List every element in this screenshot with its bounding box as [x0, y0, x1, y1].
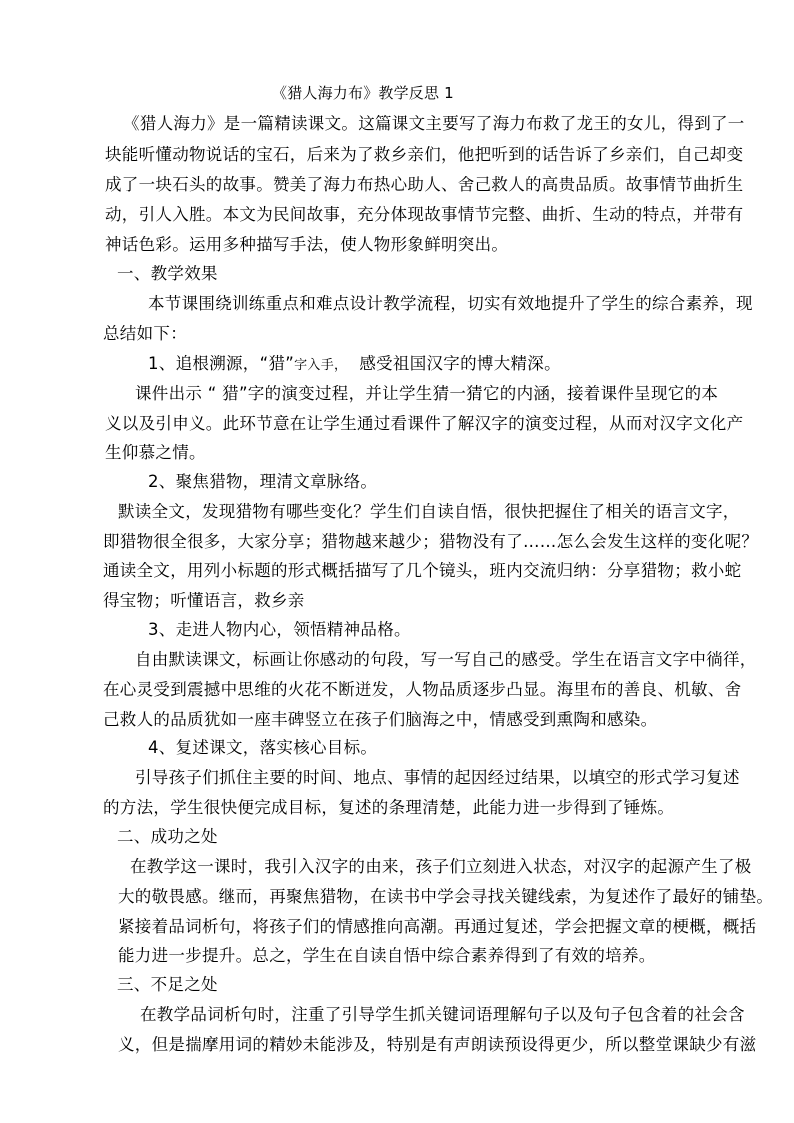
point-heading-3: 3、走进人物内心，领悟精神品格。 — [148, 620, 411, 639]
point-heading-1-part-b: 字入手， — [294, 358, 348, 373]
point-heading-1 — [148, 354, 561, 376]
section-heading-effect: 一、教学效果 — [117, 264, 218, 283]
paragraph-line: 通读全文，用列小标题的形式概括描写了几个镜头，班内交流归纳：分享猎物；救小蛇 — [103, 561, 742, 580]
paragraph-line: 神话色彩。运用多种描写手法，使人物形象鲜明突出。 — [105, 235, 509, 254]
page-title: 《猎人海力布》教学反思 1 — [272, 84, 454, 102]
paragraph-line: 自由默读课文，标画让你感动的句段，写一写自己的感受。学生在语言文字中徜徉， — [135, 650, 757, 669]
paragraph-line: 引导孩子们抓住主要的时间、地点、事情的起因经过结果，以填空的形式学习复述 — [135, 768, 740, 787]
paragraph-line: 大的敬畏感。继而，再聚焦猎物，在读书中学会寻找关键线索，为复述作了最好的铺垫。 — [118, 887, 774, 906]
point-heading-1-part-c: 感受祖国汉字的博大精深。 — [359, 354, 561, 373]
point-heading-2: 2、聚焦猎物，理清文章脉络。 — [148, 472, 378, 491]
paragraph-line: 成了一块石头的故事。赞美了海力布热心助人、舍己救人的高贵品质。故事情节曲折生 — [105, 175, 744, 194]
paragraph-line: 在教学这一课时，我引入汉字的由来，孩子们立刻进入状态，对汉字的起源产生了极 — [130, 857, 752, 876]
paragraph-line: 义以及引申义。此环节意在让学生通过看课件了解汉字的演变过程，从而对汉字文化产 — [105, 414, 744, 433]
paragraph-line: 能力进一步提升。总之，学生在自读自悟中综合素养得到了有效的培养。 — [118, 946, 656, 965]
paragraph-line: 块能听懂动物说话的宝石，后来为了救乡亲们，他把听到的话告诉了乡亲们，自己却变 — [105, 145, 744, 164]
paragraph-line: 紧接着品词析句，将孩子们的情感推向高潮。再通过复述，学会把握文章的梗概，概括 — [118, 917, 757, 936]
point-heading-4: 4、复述课文，落实核心目标。 — [148, 738, 378, 757]
paragraph-line: 动，引人入胜。本文为民间故事，充分体现故事情节完整、曲折、生动的特点，并带有 — [105, 205, 744, 224]
paragraph-line: 的方法，学生很快便完成目标，复述的条理清楚，此能力进一步得到了锤炼。 — [103, 798, 675, 817]
section-heading-shortcomings: 三、不足之处 — [117, 975, 218, 994]
paragraph-line: 默读全文，发现猎物有哪些变化？学生们自读自悟，很快把握住了相关的语言文字， — [118, 502, 740, 521]
paragraph-line: 《猎人海力》是一篇精读课文。这篇课文主要写了海力布救了龙王的女儿，得到了一 — [123, 114, 745, 133]
paragraph-line: 在心灵受到震撼中思维的火花不断迸发，人物品质逐步凸显。海里布的善良、机敏、舍 — [103, 680, 742, 699]
paragraph-line: 本节课围绕训练重点和难点设计教学流程，切实有效地提升了学生的综合素养，现 — [148, 294, 753, 313]
paragraph-line: 生仰慕之情。 — [105, 443, 206, 462]
paragraph-line: 即猎物很全很多，大家分享；猎物越来越少；猎物没有了……怎么会发生这样的变化呢？ — [103, 532, 759, 551]
paragraph-line: 课件出示 “ 猎”字的演变过程，并让学生猜一猜它的内涵，接着课件呈现它的本 — [135, 384, 719, 403]
paragraph-line: 己救人的品质犹如一座丰碑竖立在孩子们脑海之中，情感受到熏陶和感染。 — [103, 710, 658, 729]
paragraph-line: 总结如下： — [103, 324, 187, 343]
paragraph-line: 在教学品词析句时，注重了引导学生抓关键词语理解句子以及句子包含着的社会含 — [140, 1005, 745, 1024]
point-heading-1-part-a: 1、追根溯源，“猎” — [148, 354, 295, 373]
paragraph-line: 得宝物；听懂语言，救乡亲 — [103, 591, 305, 610]
section-heading-success: 二、成功之处 — [117, 827, 218, 846]
paragraph-line: 义，但是揣摩用词的精妙未能涉及，特别是有声朗读预设得更少，所以整堂课缺少有滋 — [118, 1035, 757, 1054]
